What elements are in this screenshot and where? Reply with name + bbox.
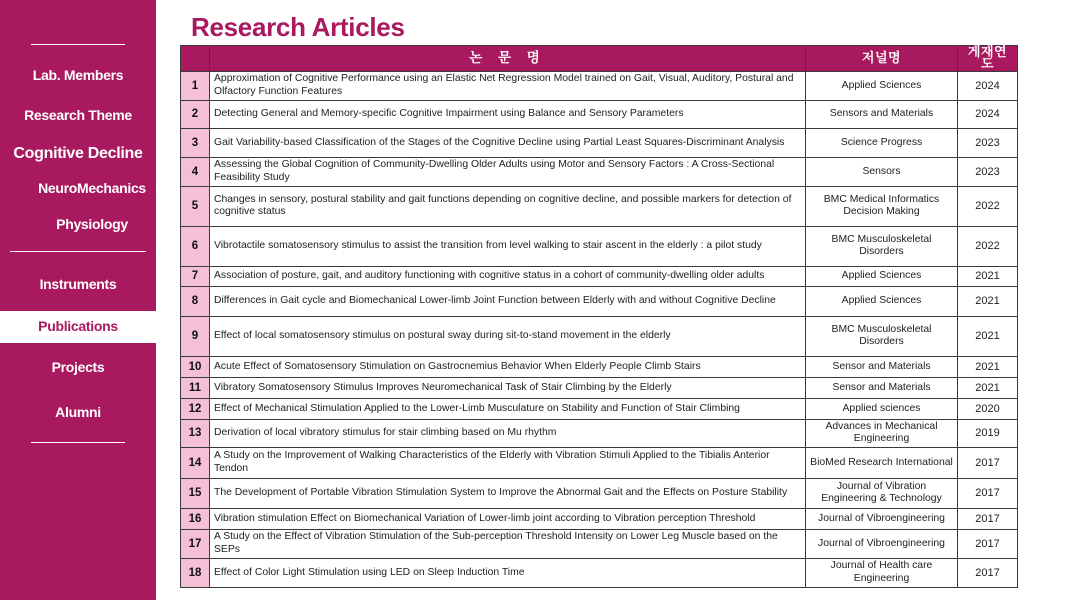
row-number: 8 xyxy=(181,286,210,316)
pub-year: 2021 xyxy=(958,286,1018,316)
table-row xyxy=(181,186,1018,226)
row-number: 9 xyxy=(181,316,210,356)
row-number: 2 xyxy=(181,100,210,128)
table-row xyxy=(181,316,1018,356)
pub-year: 2021 xyxy=(958,266,1018,286)
sidebar xyxy=(0,0,156,600)
sidebar-divider xyxy=(10,251,146,252)
journal-name: Sensors xyxy=(806,157,958,186)
paper-title: A Study on the Effect of Vibration Stimulation of the Sub-perception Threshold Intensity on Lower Leg Muscle based on the SEPs xyxy=(210,529,806,558)
table-row xyxy=(181,478,1018,508)
pub-year: 2024 xyxy=(958,71,1018,100)
journal-name: Advances in Mechanical Engineering xyxy=(806,419,958,447)
paper-title: Differences in Gait cycle and Biomechanical Lower-limb Joint Function between Elderly with and without Cognitive Decline xyxy=(210,286,806,316)
row-number: 3 xyxy=(181,128,210,157)
sidebar-item-neuromechanics[interactable]: NeuroMechanics xyxy=(38,180,146,196)
row-number: 11 xyxy=(181,377,210,398)
pub-year: 2023 xyxy=(958,128,1018,157)
paper-title: Effect of Color Light Stimulation using LED on Sleep Induction Time xyxy=(210,558,806,587)
table-row xyxy=(181,71,1018,100)
table-header-row xyxy=(181,46,1018,72)
journal-name: BMC Musculoskeletal Disorders xyxy=(806,316,958,356)
row-number: 5 xyxy=(181,186,210,226)
journal-name: Journal of Vibroengineering xyxy=(806,529,958,558)
journal-name: BMC Medical Informatics Decision Making xyxy=(806,186,958,226)
row-number: 15 xyxy=(181,478,210,508)
table-row xyxy=(181,398,1018,419)
table-row xyxy=(181,419,1018,447)
sidebar-item-lab-members[interactable]: Lab. Members xyxy=(32,67,124,83)
table-row xyxy=(181,558,1018,587)
journal-name: Applied Sciences xyxy=(806,286,958,316)
row-number: 12 xyxy=(181,398,210,419)
table-row xyxy=(181,447,1018,478)
header-year: 게재연도 xyxy=(958,46,1018,72)
sidebar-item-instruments[interactable]: Instruments xyxy=(39,276,117,292)
journal-name: Journal of Health care Engineering xyxy=(806,558,958,587)
paper-title: A Study on the Improvement of Walking Characteristics of the Elderly with Vibration Stimuli Applied to the Tibialis Anterior Tendon xyxy=(210,447,806,478)
journal-name: Science Progress xyxy=(806,128,958,157)
pub-year: 2022 xyxy=(958,226,1018,266)
table-row xyxy=(181,356,1018,377)
paper-title: Acute Effect of Somatosensory Stimulation on Gastrocnemius Behavior When Elderly People Climb Stairs xyxy=(210,356,806,377)
row-number: 7 xyxy=(181,266,210,286)
journal-name: Journal of Vibration Engineering & Technology xyxy=(806,478,958,508)
paper-title: Effect of local somatosensory stimulus on postural sway during sit-to-stand movement in the elderly xyxy=(210,316,806,356)
sidebar-item-research-theme[interactable]: Research Theme xyxy=(24,107,132,123)
sidebar-item-cognitive-decline[interactable]: Cognitive Decline xyxy=(13,145,143,162)
pub-year: 2017 xyxy=(958,478,1018,508)
sidebar-item-publications[interactable]: Publications xyxy=(38,318,118,334)
row-number: 13 xyxy=(181,419,210,447)
table-row xyxy=(181,286,1018,316)
table-row xyxy=(181,226,1018,266)
journal-name: Sensor and Materials xyxy=(806,377,958,398)
row-number: 17 xyxy=(181,529,210,558)
sidebar-item-alumni[interactable]: Alumni xyxy=(55,404,101,420)
table-row xyxy=(181,508,1018,529)
header-num xyxy=(181,46,210,72)
paper-title: Association of posture, gait, and auditory functioning with cognitive status in a cohort of community-dwelling older adults xyxy=(210,266,806,286)
publications-table xyxy=(180,45,1018,588)
journal-name: BMC Musculoskeletal Disorders xyxy=(806,226,958,266)
pub-year: 2021 xyxy=(958,377,1018,398)
row-number: 1 xyxy=(181,71,210,100)
table-row xyxy=(181,128,1018,157)
header-title: 논 문 명 xyxy=(210,46,806,72)
journal-name: Sensor and Materials xyxy=(806,356,958,377)
paper-title: Vibratory Somatosensory Stimulus Improves Neuromechanical Task of Stair Climbing by the Elderly xyxy=(210,377,806,398)
pub-year: 2020 xyxy=(958,398,1018,419)
paper-title: Assessing the Global Cognition of Community-Dwelling Older Adults using Motor and Sensory Factors : A Cross-Sectional Feasibility Study xyxy=(210,157,806,186)
pub-year: 2017 xyxy=(958,529,1018,558)
paper-title: Detecting General and Memory-specific Cognitive Impairment using Balance and Sensory Parameters xyxy=(210,100,806,128)
journal-name: Journal of Vibroengineering xyxy=(806,508,958,529)
table-row xyxy=(181,529,1018,558)
row-number: 4 xyxy=(181,157,210,186)
paper-title: Effect of Mechanical Stimulation Applied to the Lower-Limb Musculature on Stability and Function of Stair Climbing xyxy=(210,398,806,419)
journal-name: BioMed Research International xyxy=(806,447,958,478)
table-row xyxy=(181,266,1018,286)
row-number: 14 xyxy=(181,447,210,478)
paper-title: Changes in sensory, postural stability and gait functions depending on cognitive decline, and possible markers for detection of cognitive status xyxy=(210,186,806,226)
table-row xyxy=(181,377,1018,398)
header-journal: 저널명 xyxy=(806,46,958,72)
row-number: 6 xyxy=(181,226,210,266)
sidebar-item-projects[interactable]: Projects xyxy=(51,359,105,375)
table-row xyxy=(181,157,1018,186)
paper-title: Gait Variability-based Classification of the Stages of the Cognitive Decline using Partial Least Squares-Discriminant Analysis xyxy=(210,128,806,157)
pub-year: 2017 xyxy=(958,508,1018,529)
pub-year: 2024 xyxy=(958,100,1018,128)
pub-year: 2022 xyxy=(958,186,1018,226)
row-number: 18 xyxy=(181,558,210,587)
journal-name: Sensors and Materials xyxy=(806,100,958,128)
pub-year: 2017 xyxy=(958,447,1018,478)
paper-title: Vibrotactile somatosensory stimulus to assist the transition from level walking to stair ascent in the elderly : a pilot study xyxy=(210,226,806,266)
pub-year: 2019 xyxy=(958,419,1018,447)
pub-year: 2017 xyxy=(958,558,1018,587)
sidebar-divider xyxy=(31,442,125,443)
pub-year: 2021 xyxy=(958,356,1018,377)
paper-title: Vibration stimulation Effect on Biomechanical Variation of Lower-limb joint according to Vibration perception Threshold xyxy=(210,508,806,529)
paper-title: Derivation of local vibratory stimulus for stair climbing based on Mu rhythm xyxy=(210,419,806,447)
row-number: 10 xyxy=(181,356,210,377)
journal-name: Applied Sciences xyxy=(806,266,958,286)
journal-name: Applied sciences xyxy=(806,398,958,419)
paper-title: The Development of Portable Vibration Stimulation System to Improve the Abnormal Gait and the Effects on Posture Stability xyxy=(210,478,806,508)
table-row xyxy=(181,100,1018,128)
page-title: Research Articles xyxy=(191,12,405,42)
journal-name: Applied Sciences xyxy=(806,71,958,100)
pub-year: 2021 xyxy=(958,316,1018,356)
row-number: 16 xyxy=(181,508,210,529)
sidebar-item-physiology[interactable]: Physiology xyxy=(56,216,128,232)
pub-year: 2023 xyxy=(958,157,1018,186)
paper-title: Approximation of Cognitive Performance using an Elastic Net Regression Model trained on Gait, Visual, Auditory, Postural and Olfactory Function Features xyxy=(210,71,806,100)
sidebar-divider xyxy=(31,44,125,45)
